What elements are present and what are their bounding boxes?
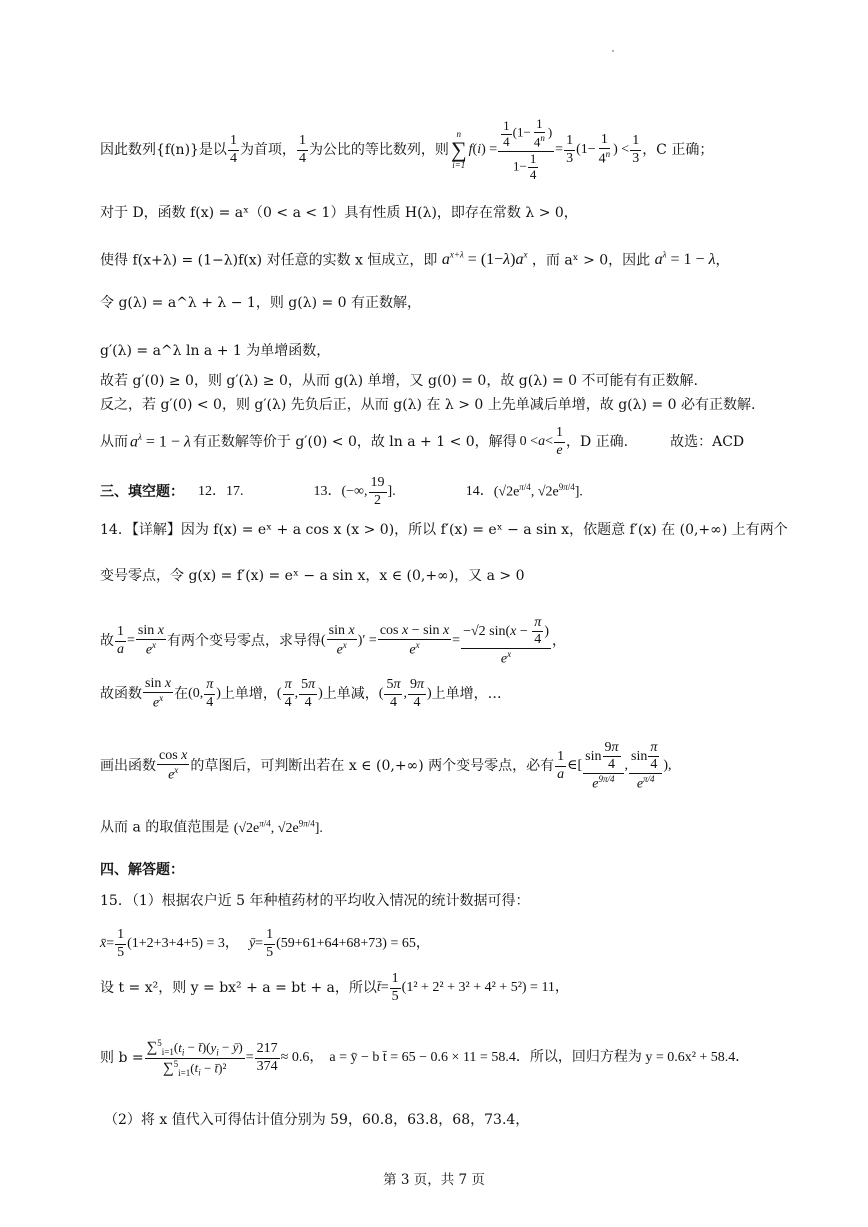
section-title: 三、填空题： xyxy=(100,483,184,500)
q15-line-1: 15．（1）根据农户近 5 年种植药材的平均收入情况的统计数据可得： xyxy=(100,893,530,909)
regression-fraction: $\frac{\sum^5_{i=1}(t_i - t̄)(y_i - ȳ)}{\sum^5_{i=1}(t_i - t̄)^2}$ xyxy=(146,1038,243,1078)
section-4-title: 四、解答题： xyxy=(100,862,184,878)
fraction-third: $\frac{1}{3}$ xyxy=(566,133,574,166)
text: ，而 aˣ > 0，因此 xyxy=(531,252,651,269)
p14-line-4: 故函数 $\frac{\text{sin x}}{e^x}$ 在 (0, $\frac{\pi}{4}$ ) 上单增， ( $\frac{\pi}{4}$ , $\frac{5\pi}{4}$ ) 上单减， ( $\frac{5\pi}{4}$ , $\frac{9\pi}{4}$ ) 上单增，… xyxy=(100,676,502,711)
fraction-quarter: $\frac{1}{4}$ xyxy=(298,133,306,166)
q15-line-5: （2）将 x 值代入可得估计值分别为 59，60.8，63.8，68，73.4， xyxy=(104,1112,530,1128)
fraction-quarter: $\frac{1}{4}$ xyxy=(229,133,237,166)
text: 从而 xyxy=(100,433,128,450)
text: 因此数列{f(n)}是以 xyxy=(100,141,227,158)
line-5: g′(λ) = a^λ ln a + 1 为单增函数， xyxy=(100,343,331,359)
q15-line-4: 则 b = $\frac{\sum^5_{i=1}(t_i - t̄)(y_i - ȳ)}{\sum^5_{i=1}(t_i - t̄)^2}$ = $\frac{217}{374}$ ≈ 0.6， a = ȳ − b t̄ = 65 − 0.6 × 11 = 58.4．所以，回归方程为 y = 0.6x² + 58.4． xyxy=(100,1038,750,1078)
text: 从而 a 的取值范围是 xyxy=(100,819,230,836)
p14-line-2: 变号零点，令 g(x) = f′(x) = eˣ − a sin x，x ∈ (0,+∞)，又 a > 0 xyxy=(100,568,525,584)
text: 使得 f(x+λ) = (1−λ)f(x) 对任意的实数 x 恒成立，即 xyxy=(100,252,438,269)
q15-line-3: 设 t = x²，则 y = bx² + a = bt + a，所以 t̄ = $\frac{1}{5}$ (1² + 2² + 3² + 4² + 5²) = 11， xyxy=(100,971,569,1004)
text: 则 b = xyxy=(100,1049,144,1066)
text: 上单减， xyxy=(322,685,379,702)
text: 上单增， xyxy=(220,685,277,702)
text: 故 xyxy=(100,632,114,649)
text: ，D 正确. xyxy=(565,433,629,450)
text: ，C 正确； xyxy=(642,141,714,158)
text: 为公比的等比数列，则 xyxy=(308,141,449,158)
line-4: 令 g(λ) = a^λ + λ − 1，则 g(λ) = 0 有正数解， xyxy=(100,295,422,311)
text: (1+2+3+4+5) = 3， xyxy=(127,935,239,951)
answer-12: 12．17. xyxy=(198,483,244,499)
p14-line-5: 画出函数 $\frac{\text{cos x}}{e^x}$ 的草图后，可判断出若在 x ∈ (0,+∞) 两个变号零点，必有 $\frac{1}{a}$ ∈[ sin $\frac{9\pi}{4}$ $e^{9\pi/4}$ , sin $\frac{\pi}{4}$ $e^{\pi/4}$ ), xyxy=(100,739,672,792)
text: (1² + 2² + 3² + 4² + 5²) = 11， xyxy=(401,979,569,995)
scan-dot xyxy=(612,50,614,52)
sum-sign: n ∑ i=1 xyxy=(450,129,467,170)
line-3: 使得 f(x+λ) = (1−λ)f(x) 对任意的实数 x 恒成立，即 $a^{x+\lambda} = (1-\lambda)a^x$ ，而 aˣ > 0，因此 $a^\lambda = 1 - \lambda$， xyxy=(100,250,730,269)
text: 画出函数 xyxy=(100,757,156,774)
line-6: 故若 g′(0) ≥ 0，则 g′(λ) ≥ 0，从而 g(λ) 单增，又 g(0) = 0，故 g(λ) = 0 不可能有有正数解. xyxy=(100,373,698,389)
text: (59+61+64+68+73) = 65， xyxy=(276,935,430,951)
text: 有两个变号零点，求导得 xyxy=(166,632,321,649)
text: a = ȳ − b t̄ = 65 − 0.6 × 11 = 58.4．所以，回归方程为 y = 0.6x² + 58.4． xyxy=(329,1049,750,1065)
text: 为首项， xyxy=(239,141,296,158)
text: 上单增，… xyxy=(431,685,502,702)
line-8: 从而 $a^\lambda = 1 - \lambda$ 有正数解等价于 g′(0) < 0，故 ln a + 1 < 0，解得 0 < a < $\frac{1}{e}$ ，D 正确. 故选：ACD xyxy=(100,425,745,458)
text: 的草图后，可判断出若在 x ∈ (0,+∞) 两个变号零点，必有 xyxy=(190,757,555,774)
page-footer: 第 3 页，共 7 页 xyxy=(383,1172,485,1188)
p14-line-3: 故 $\frac{1}{a}$ = $\frac{\text{sin x}}{e^x}$ 有两个变号零点，求导得 ( $\frac{\text{sin x}}{e^x}$ )′ = $\frac{\text{cos x − sin x}}{e^x}$ = −√2 sin(x − $\frac{\pi}{4}$ ) $e^x$ ， xyxy=(100,614,566,667)
text: 有正数解等价于 g′(0) < 0，故 ln a + 1 < 0，解得 xyxy=(192,433,517,450)
geometric-sum-fraction: $\frac{1}{4}$ (1− $\frac{1}{4^n}$ ) 1− $\frac{1}{4}$ xyxy=(498,117,554,182)
line-7: 反之，若 g′(0) < 0，则 g′(λ) 先负后正，从而 g(λ) 在 λ > 0 上先单减后单增，故 g(λ) = 0 必有正数解. xyxy=(100,397,756,413)
text: 设 t = x²，则 y = bx² + a = bt + a，所以 xyxy=(100,979,377,996)
text: 故函数 xyxy=(100,685,142,702)
line-2: 对于 D，函数 f(x) = aˣ（0 < a < 1）具有性质 H(λ)，即存在常数 λ > 0， xyxy=(100,205,578,221)
p14-line-6: 从而 a 的取值范围是 ($√2e^{\pi/4}$, $√2e^{9\pi/4}$]. xyxy=(100,818,323,836)
q15-line-2: x̄ = $\frac{1}{5}$ (1+2+3+4+5) = 3， ȳ = $\frac{1}{5}$ (59+61+64+68+73) = 65， xyxy=(100,927,430,960)
text: ≈ 0.6， xyxy=(280,1049,324,1065)
p14-line-1: 14．【详解】因为 f(x) = eˣ + a cos x (x > 0)，所以 f′(x) = eˣ − a sin x，依题意 f′(x) 在 (0,+∞) 上有两个 xyxy=(100,522,788,538)
answer-14: 14． xyxy=(465,483,494,499)
answer-13: 13． xyxy=(313,483,342,499)
text: 在 xyxy=(174,685,189,702)
line-1: 因此数列{f(n)}是以 $\frac{1}{4}$ 为首项， $\frac{1}{4}$ 为公比的等比数列，则 n ∑ i=1 f ( i ) = $\frac{1}{4}$ (1− $\frac{1}{4^n}$ ) 1− $\frac{1}{4}$ = $\frac{1}{3}$ (1− $\frac{1}{4^n}$ ) < $\frac{1}{3}$ ，C 正确； xyxy=(100,116,714,182)
section-3-row: 三、填空题： 12．17. 13． (−∞, $\frac{19}{2}$ ]. 14． ($√2e^{\pi/4}$, $√2e^{9\pi/4}$]. xyxy=(100,475,583,508)
answer-choice: 故选：ACD xyxy=(670,433,745,450)
